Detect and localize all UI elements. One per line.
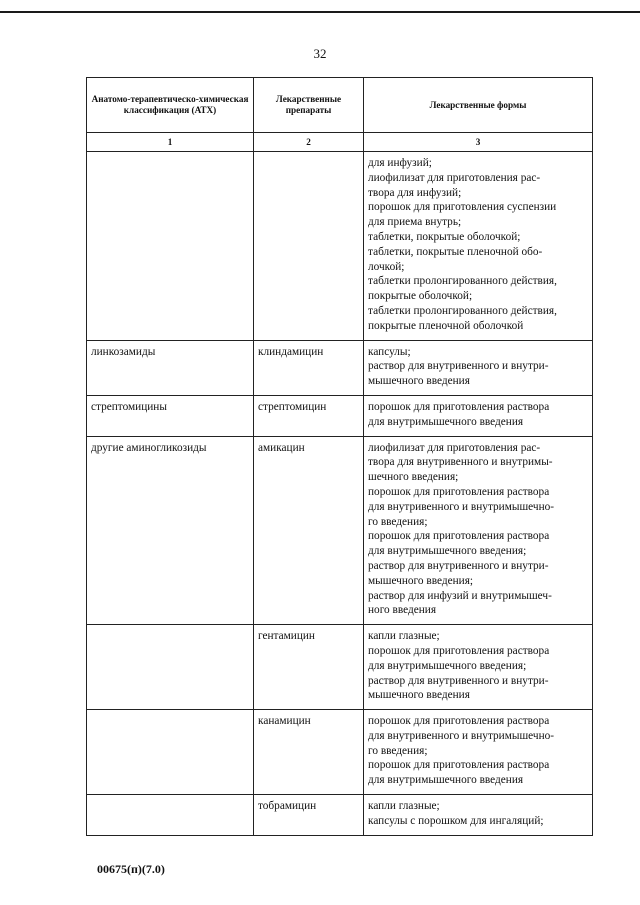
dosage-form-line: мышечного введения	[368, 375, 470, 388]
table-row	[87, 436, 593, 625]
forms-cell	[364, 436, 593, 625]
table-row	[87, 710, 593, 795]
table-row	[87, 625, 593, 710]
dosage-form-line: капсулы с порошком для ингаляций;	[368, 814, 544, 827]
drug-cell: гентамицин	[254, 625, 364, 710]
forms-cell	[364, 395, 593, 436]
drug-cell: канамицин	[254, 710, 364, 795]
dosage-form-line: таблетки пролонгированного действия,	[368, 275, 557, 288]
forms-cell	[364, 340, 593, 395]
dosage-form-line: порошок для приготовления раствора	[368, 715, 550, 728]
table-row	[87, 152, 593, 341]
top-rule	[0, 11, 640, 13]
dosage-form-line: порошок для приготовления раствора	[368, 759, 550, 772]
atx-cell: стрептомицины	[87, 395, 254, 436]
dosage-form-line: для внутримышечного введения	[368, 774, 524, 787]
drug-cell: амикацин	[254, 436, 364, 625]
dosage-form-line: раствор для внутривенного и внутри-	[368, 674, 549, 687]
drug-cell: клиндамицин	[254, 340, 364, 395]
dosage-form-line: для инфузий;	[368, 157, 432, 169]
drug-cell	[254, 152, 364, 341]
dosage-form-line: ного введения	[368, 604, 437, 617]
forms-cell	[364, 152, 593, 341]
dosage-form-line: твора для внутривенного и внутримы-	[368, 456, 553, 469]
dosage-form-line: твора для инфузий;	[368, 186, 462, 199]
dosage-form-line: порошок для приготовления раствора	[368, 400, 550, 413]
column-number-row	[87, 133, 593, 152]
dosage-form-line: для внутримышечного введения	[368, 415, 524, 428]
dosage-form-line: порошок для приготовления раствора	[368, 530, 550, 543]
dosage-form-line: таблетки, покрытые пленочной обо-	[368, 245, 543, 258]
atx-cell	[87, 795, 254, 836]
table-row	[87, 340, 593, 395]
page-number: 32	[313, 46, 327, 61]
forms-cell	[364, 795, 593, 836]
dosage-form-line: капли глазные;	[368, 800, 440, 813]
table-row	[87, 395, 593, 436]
header-drugs: Лекарственные препараты	[254, 78, 364, 133]
dosage-form-line: раствор для инфузий и внутримышеч-	[368, 589, 552, 602]
dosage-form-line: таблетки пролонгированного действия,	[368, 304, 557, 317]
column-number: 3	[364, 133, 593, 152]
atx-cell: линкозамиды	[87, 340, 254, 395]
forms-cell	[364, 625, 593, 710]
table-header-row	[87, 78, 593, 133]
dosage-form-line: для внутримышечного введения;	[368, 659, 527, 672]
dosage-form-line: шечного введения;	[368, 471, 459, 484]
document-code: 00675(п)(7.0)	[97, 862, 165, 876]
dosage-form-line: порошок для приготовления раствора	[368, 644, 550, 657]
dosage-form-line: для внутривенного и внутримышечно-	[368, 500, 555, 513]
dosage-form-line: лиофилизат для приготовления рас-	[368, 441, 541, 454]
atx-cell	[87, 625, 254, 710]
dosage-form-line: порошок для приготовления раствора	[368, 485, 550, 498]
dosage-form-line: покрытые оболочкой;	[368, 290, 473, 303]
atx-cell	[87, 710, 254, 795]
dosage-form-line: лиофилизат для приготовления рас-	[368, 171, 541, 184]
dosage-form-line: раствор для внутривенного и внутри-	[368, 559, 549, 572]
drug-cell: тобрамицин	[254, 795, 364, 836]
column-number: 2	[254, 133, 364, 152]
dosage-form-line: мышечного введения	[368, 689, 470, 702]
header-forms: Лекарственные формы	[364, 78, 593, 133]
dosage-form-line: таблетки, покрытые оболочкой;	[368, 230, 521, 243]
drug-cell: стрептомицин	[254, 395, 364, 436]
dosage-form-line: покрытые пленочной оболочкой	[368, 319, 524, 332]
dosage-form-line: го введения;	[368, 515, 428, 528]
header-atx: Анатомо-терапевтическо-химическая классификация (АТХ)	[87, 78, 254, 133]
dosage-form-line: капли глазные;	[368, 630, 440, 643]
dosage-form-line: для внутривенного и внутримышечно-	[368, 729, 555, 742]
forms-cell	[364, 710, 593, 795]
dosage-form-line: мышечного введения;	[368, 574, 474, 587]
dosage-form-line: порошок для приготовления суспензии	[368, 201, 557, 214]
atx-cell	[87, 152, 254, 341]
table-body	[87, 152, 593, 836]
dosage-form-line: раствор для внутривенного и внутри-	[368, 360, 549, 373]
atx-cell: другие аминогликозиды	[87, 436, 254, 625]
dosage-form-line: капсулы;	[368, 345, 411, 358]
dosage-form-line: го введения;	[368, 744, 428, 757]
dosage-form-line: лочкой;	[368, 260, 405, 273]
column-number: 1	[87, 133, 254, 152]
dosage-form-line: для внутримышечного введения;	[368, 545, 527, 558]
table-row	[87, 795, 593, 836]
dosage-form-line: для приема внутрь;	[368, 216, 462, 229]
drug-table	[86, 77, 593, 836]
